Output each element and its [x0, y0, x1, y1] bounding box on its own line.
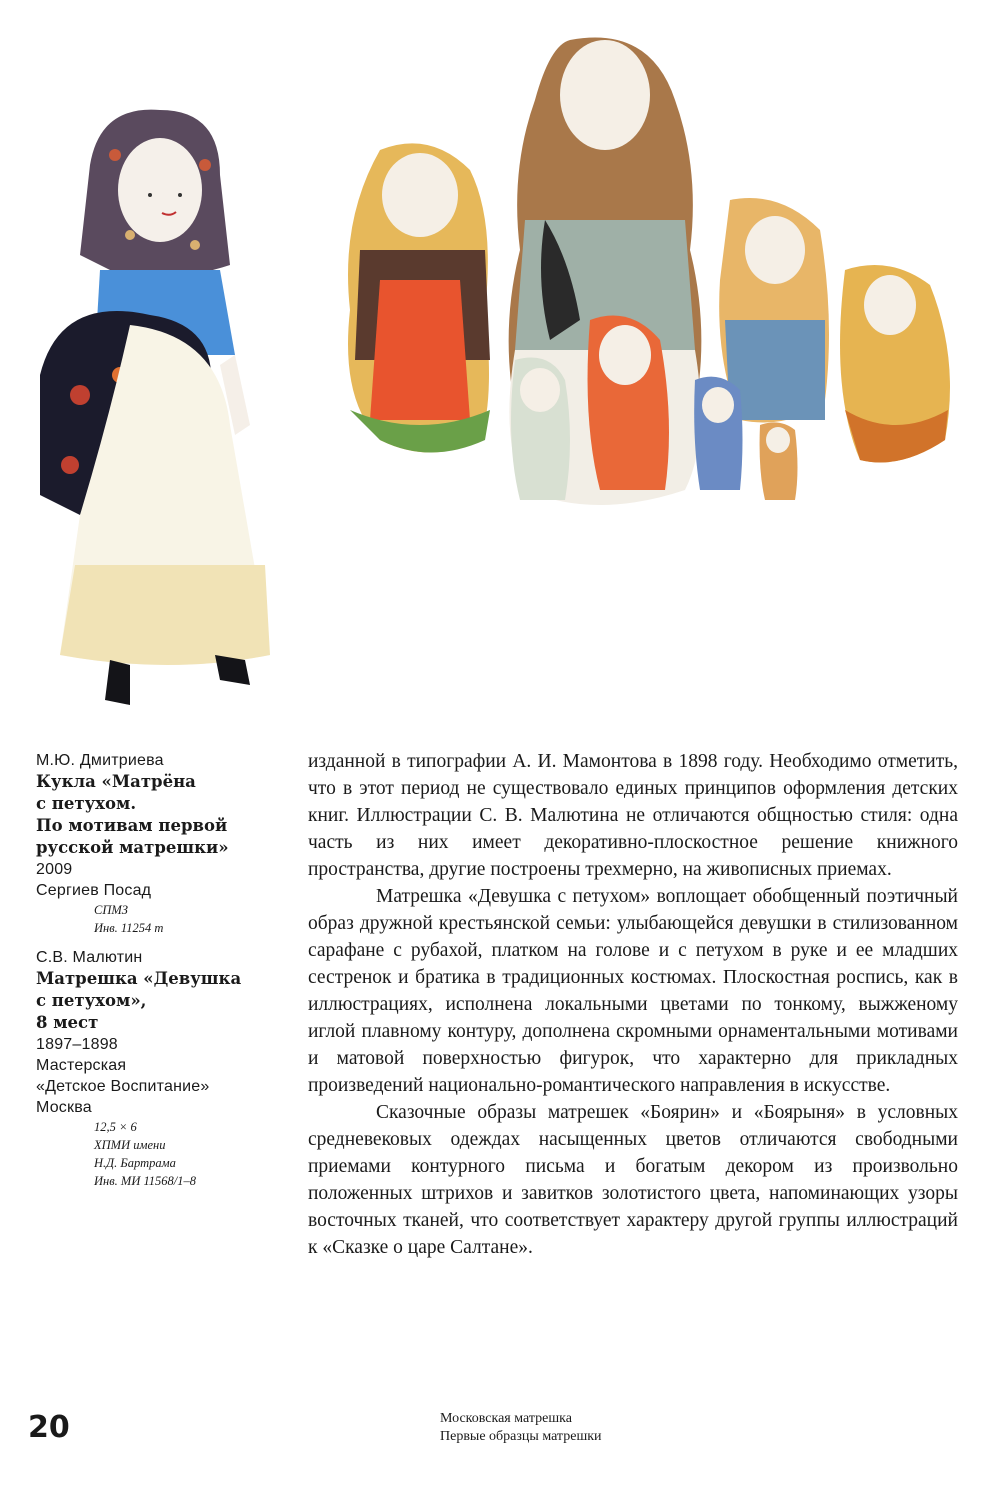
caption-meta: СПМЗ Инв. 11254 т	[94, 903, 164, 935]
caption-title: Матрешка «Девушка с петухом», 8 мест	[36, 969, 242, 1032]
body-text	[308, 748, 958, 1261]
caption-title: Кукла «Матрёна с петухом. По мотивам первой русской матрешки»	[36, 772, 229, 857]
caption-place: Мастерская «Детское Воспитание» Москва	[36, 1057, 210, 1116]
caption-author: М.Ю. Дмитриева	[36, 752, 164, 769]
caption-matryoshka	[36, 947, 296, 1190]
rag-doll-photo	[20, 95, 300, 725]
footer-book-title: Московская матрешка	[440, 1411, 572, 1426]
caption-doll	[36, 750, 296, 937]
caption-place: Сергиев Посад	[36, 882, 152, 899]
caption-date: 1897–1898	[36, 1036, 118, 1053]
running-footer	[440, 1410, 602, 1446]
footer-chapter-title: Первые образцы матрешки	[440, 1429, 602, 1444]
matryoshka-set-photo	[320, 20, 980, 520]
caption-meta: 12,5 × 6 ХПМИ имени Н.Д. Бартрама Инв. МИ 11568/1–8	[94, 1120, 197, 1188]
caption-author: С.В. Малютин	[36, 949, 143, 966]
body-paragraph: изданной в типографии А. И. Мамонтова в 1898 году. Необходимо отметить, что в этот период не существовало единых принципов оформления детских книг. Иллюстрации С. В. Малютина не отличаются общностью стиля: одна часть из них имеет декоративно-плоскостное решение книжного пространства, другие построены трехмерно, на живописных приемах.	[308, 751, 958, 880]
body-paragraph: Матрешка «Девушка с петухом» воплощает обобщенный поэтичный образ дружной крестьянской семьи: улыбающейся девушки в стилизованном сарафане с рубахой, платком на голове и с петухом в руке и ее младших сестренок и братика в традиционных костюмах. Плоскостная роспись, как в иллюстрациях, исполнена локальными цветами по тонкому, выжженому иглой плавному контуру, дополнена скромными орнаментальными мотивами и матовой поверхностью фигурок, что характерно для прикладных произведений национально-романтического направления в искусстве.	[308, 886, 958, 1096]
body-paragraph: Сказочные образы матрешек «Боярин» и «Боярыня» в условных средневековых одеждах насыщенных цветов отличаются свободными приемами контурного письма и богатым декором из произвольно положенных штрихов и завитков золотистого цвета, напоминающих узоры восточных тканей, что соответствует характеру другой группы иллюстраций к «Сказке о царе Салтане».	[308, 1102, 958, 1258]
captions	[36, 750, 296, 1200]
caption-date: 2009	[36, 861, 73, 878]
page-number: 20	[28, 1410, 70, 1445]
